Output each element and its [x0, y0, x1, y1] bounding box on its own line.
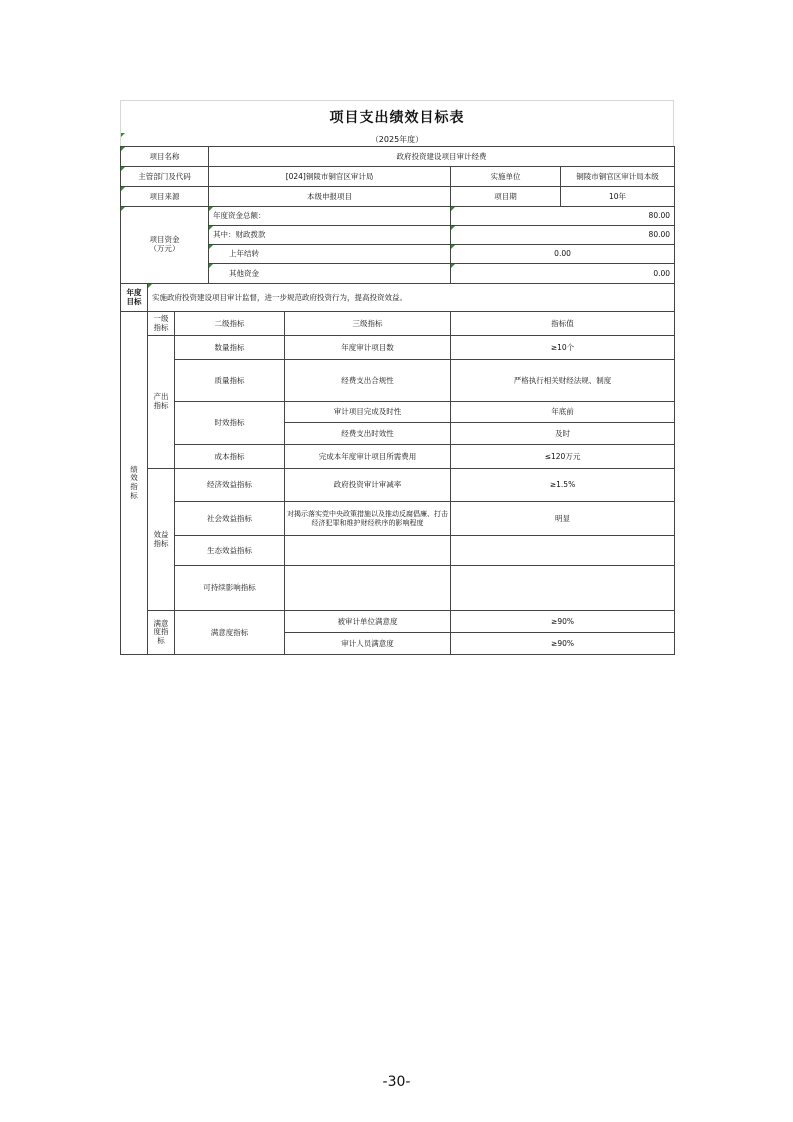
- row-source: [121, 187, 675, 207]
- time-value-b: 及时: [451, 423, 675, 445]
- time-l3a: 审计项目完成及时性: [285, 402, 451, 423]
- econ-l3: 政府投资审计审减率: [285, 469, 451, 502]
- page-number: -30-: [382, 1074, 411, 1090]
- quantity-value: ≥10个: [451, 336, 675, 360]
- social-l3: 对揭示落实党中央政策措施以及推动反腐倡廉、打击经济犯罪和维护财经秩序的影响程度: [285, 502, 451, 536]
- satisfaction-l3a: 被审计单位满意度: [285, 611, 451, 633]
- exec-unit-value: 铜陵市铜官区审计局本级: [561, 167, 675, 187]
- output-indicator-label: 产出 指标: [148, 336, 175, 469]
- row-economic: [121, 469, 675, 502]
- project-name-label: 项目名称: [121, 147, 209, 167]
- funds-total-value: 80.00: [451, 207, 675, 226]
- dept-label: 主管部门及代码: [121, 167, 209, 187]
- cost-label: 成本指标: [175, 445, 285, 469]
- quantity-l3: 年度审计项目数: [285, 336, 451, 360]
- sustain-value: [451, 566, 675, 611]
- row-sustainable: [121, 566, 675, 611]
- eco-value: [451, 536, 675, 566]
- funds-fiscal-value: 80.00: [451, 226, 675, 245]
- time-value-a: 年底前: [451, 402, 675, 423]
- exec-unit-label: 实施单位: [451, 167, 561, 187]
- annual-goal-text: 实施政府投资建设项目审计监督，进一步规范政府投资行为，提高投资效益。: [148, 284, 675, 312]
- row-satisfaction-a: [121, 611, 675, 633]
- row-indicator-header: [121, 312, 675, 336]
- row-quantity: [121, 336, 675, 360]
- header-value: 指标值: [451, 312, 675, 336]
- row-social: [121, 502, 675, 536]
- cost-l3: 完成本年度审计项目所需费用: [285, 445, 451, 469]
- satisfaction-l3b: 审计人员满意度: [285, 633, 451, 655]
- sustain-label: 可持续影响指标: [175, 566, 285, 611]
- project-name-value: 政府投资建设项目审计经费: [209, 147, 675, 167]
- satisfaction-group-label: 满意 度指 标: [148, 611, 175, 655]
- funds-label: 项目资金 （万元）: [121, 207, 209, 284]
- source-value: 本级申报项目: [209, 187, 451, 207]
- time-l3b: 经费支出时效性: [285, 423, 451, 445]
- header-level2: 二级指标: [175, 312, 285, 336]
- funds-carryover-value: 0.00: [451, 245, 675, 264]
- benefit-indicator-label: 效益 指标: [148, 469, 175, 611]
- table-title: 项目支出绩效目标表: [120, 100, 674, 133]
- econ-label: 经济效益指标: [175, 469, 285, 502]
- quality-value: 严格执行相关财经法规、制度: [451, 360, 675, 402]
- cost-value: ≤120万元: [451, 445, 675, 469]
- satisfaction-label: 满意度指标: [175, 611, 285, 655]
- row-time-a: [121, 402, 675, 423]
- eco-l3: [285, 536, 451, 566]
- row-department: [121, 167, 675, 187]
- period-value: 10年: [561, 187, 675, 207]
- row-quality: [121, 360, 675, 402]
- satisfaction-value-b: ≥90%: [451, 633, 675, 655]
- target-table: [120, 146, 675, 655]
- time-label: 时效指标: [175, 402, 285, 445]
- indicator-group-label: 绩 效 指 标: [121, 312, 148, 655]
- satisfaction-value-a: ≥90%: [451, 611, 675, 633]
- row-funds-total: [121, 207, 675, 226]
- year-label: （2025年度）: [120, 133, 674, 146]
- quality-label: 质量指标: [175, 360, 285, 402]
- funds-other-label: 其他资金: [209, 264, 451, 284]
- social-value: 明显: [451, 502, 675, 536]
- quality-l3: 经费支出合规性: [285, 360, 451, 402]
- annual-goal-label: 年度 目标: [121, 284, 148, 312]
- dept-value: [024]铜陵市铜官区审计局: [209, 167, 451, 187]
- sustain-l3: [285, 566, 451, 611]
- funds-fiscal-label: 其中：财政拨款: [209, 226, 451, 245]
- quantity-label: 数量指标: [175, 336, 285, 360]
- social-label: 社会效益指标: [175, 502, 285, 536]
- row-annual-goal: [121, 284, 675, 312]
- performance-target-sheet: [120, 100, 674, 655]
- row-ecological: [121, 536, 675, 566]
- funds-other-value: 0.00: [451, 264, 675, 284]
- header-level3: 三级指标: [285, 312, 451, 336]
- eco-label: 生态效益指标: [175, 536, 285, 566]
- period-label: 项目期: [451, 187, 561, 207]
- funds-total-label: 年度资金总额：: [209, 207, 451, 226]
- row-project-name: [121, 147, 675, 167]
- econ-value: ≥1.5%: [451, 469, 675, 502]
- source-label: 项目来源: [121, 187, 209, 207]
- funds-carryover-label: 上年结转: [209, 245, 451, 264]
- row-cost: [121, 445, 675, 469]
- header-level1: 一级 指标: [148, 312, 175, 336]
